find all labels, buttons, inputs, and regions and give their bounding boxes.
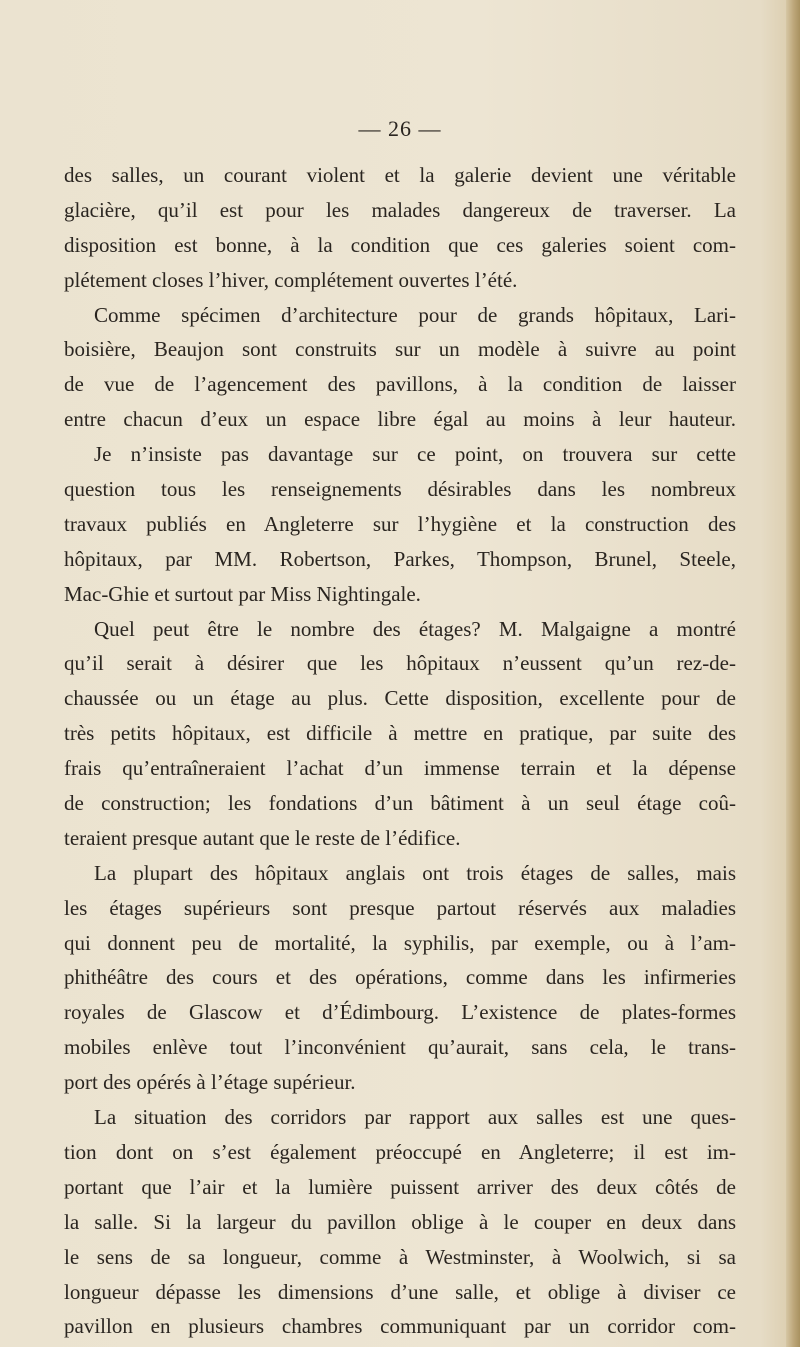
text-line: question tous les renseignements désirables dans les nombreux <box>64 477 736 502</box>
text-line: de construction; les fondations d’un bâtiment à un seul étage coû- <box>64 791 736 816</box>
text-line: chaussée ou un étage au plus. Cette disposition, excellente pour de <box>64 686 736 711</box>
text-line: disposition est bonne, à la condition que ces galeries soient com- <box>64 232 736 257</box>
text-line: teraient presque autant que le reste de l’édifice. <box>64 825 461 850</box>
text-line: hôpitaux, par MM. Robertson, Parkes, Thompson, Brunel, Steele, <box>64 546 736 571</box>
text-line: très petits hôpitaux, est difficile à mettre en pratique, par suite des <box>64 721 736 746</box>
text-line: Quel peut être le nombre des étages? M. Malgaigne a montré <box>94 616 736 641</box>
text-line: entre chacun d’eux un espace libre égal au moins à leur hauteur. <box>64 407 736 432</box>
text-line: Comme spécimen d’architecture pour de grands hôpitaux, Lari- <box>94 302 736 327</box>
text-line: la salle. Si la largeur du pavillon oblige à le couper en deux dans <box>64 1209 736 1234</box>
text-line: frais qu’entraîneraient l’achat d’un immense terrain et la dépense <box>64 756 736 781</box>
page-number: — 26 — <box>358 116 442 141</box>
text-line: glacière, qu’il est pour les malades dangereux de traverser. La <box>64 197 736 222</box>
text-line: de vue de l’agencement des pavillons, à la condition de laisser <box>64 372 736 397</box>
text-line: tion dont on s’est également préoccupé en Angleterre; il est im- <box>64 1139 736 1164</box>
text-line: boisière, Beaujon sont construits sur un modèle à suivre au point <box>64 337 736 362</box>
page-edge <box>786 0 800 1347</box>
text-line: mobiles enlève tout l’inconvénient qu’aurait, sans cela, le trans- <box>64 1035 736 1060</box>
text-line: Je n’insiste pas davantage sur ce point, on trouvera sur cette <box>94 442 736 467</box>
text-line: La plupart des hôpitaux anglais ont trois étages de salles, mais <box>94 860 736 885</box>
text-line: qui donnent peu de mortalité, la syphilis, par exemple, ou à l’am- <box>64 930 736 955</box>
text-line: le sens de sa longueur, comme à Westminster, à Woolwich, si sa <box>64 1244 736 1269</box>
text-line: portant que l’air et la lumière puissent arriver des deux côtés de <box>64 1174 736 1199</box>
text-line: port des opérés à l’étage supérieur. <box>64 1070 356 1095</box>
text-line: pavillon en plusieurs chambres communiquant par un corridor com- <box>64 1314 736 1339</box>
text-line: phithéâtre des cours et des opérations, comme dans les infirmeries <box>64 965 736 990</box>
text-line: les étages supérieurs sont presque partout réservés aux maladies <box>64 895 736 920</box>
text-line: Mac-Ghie et surtout par Miss Nightingale. <box>64 581 421 606</box>
text-line: plétement closes l’hiver, complétement ouvertes l’été. <box>64 267 518 292</box>
body-text <box>64 158 736 1344</box>
text-line: royales de Glascow et d’Édimbourg. L’existence de plates-formes <box>64 1000 736 1025</box>
text-line: qu’il serait à désirer que les hôpitaux n’eussent qu’un rez-de- <box>64 651 736 676</box>
text-line: des salles, un courant violent et la galerie devient une véritable <box>64 163 736 187</box>
text-line: longueur dépasse les dimensions d’une salle, et oblige à diviser ce <box>64 1279 736 1304</box>
text-line: travaux publiés en Angleterre sur l’hygiène et la construction des <box>64 511 736 536</box>
text-line: La situation des corridors par rapport aux salles est une ques- <box>94 1105 736 1130</box>
